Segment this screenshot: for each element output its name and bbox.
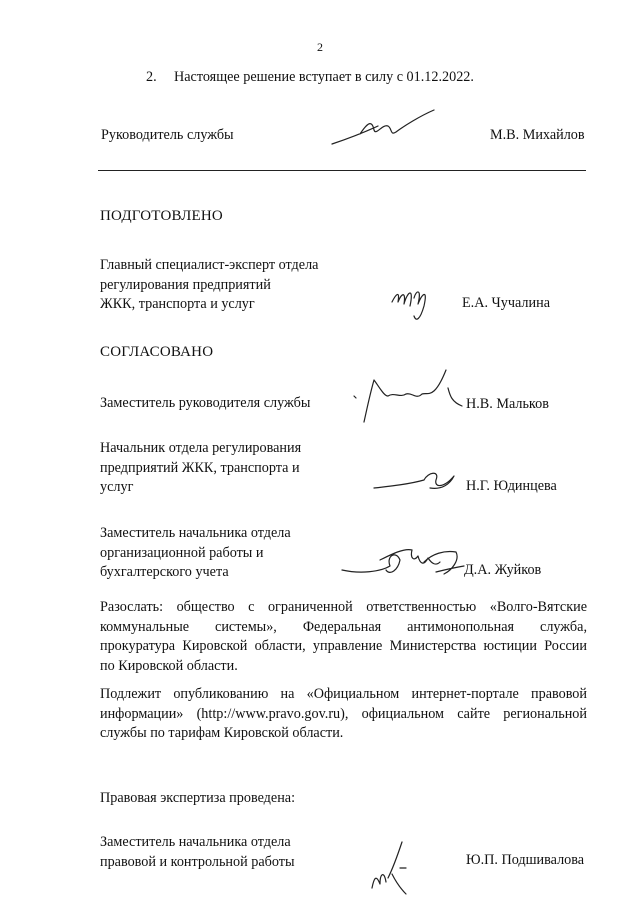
prepared-title-line: регулирования предприятий	[100, 276, 271, 293]
distribution-paragraph	[100, 598, 587, 676]
distribution-line: Разослать: общество с ограниченной ответственностью «Волго-Вятские	[100, 599, 587, 615]
clause-text: Настоящее решение вступает в силу с 01.12.2022.	[174, 69, 474, 85]
distribution-line: коммунальные системы», Федеральная антимонопольная служба,	[100, 618, 587, 635]
agreed-signature-1	[350, 366, 468, 428]
distribution-line: по Кировской области.	[100, 657, 238, 674]
agreed-title-line: бухгалтерского учета	[100, 564, 229, 580]
publication-line: Подлежит опубликованию на «Официальном интернет-портале правовой	[100, 686, 587, 702]
publication-paragraph	[100, 685, 587, 744]
separator-line	[98, 170, 586, 171]
agreed-signature-3	[340, 540, 468, 584]
agreed-name-1: Н.В. Мальков	[466, 396, 549, 412]
head-name: М.В. Михайлов	[490, 127, 585, 143]
agreed-name-3: Д.А. Жуйков	[464, 562, 542, 578]
agreed-title-line: услуг	[100, 479, 134, 495]
agreed-heading: СОГЛАСОВАНО	[100, 344, 214, 360]
legal-heading: Правовая экспертиза проведена:	[100, 790, 296, 806]
agreed-title-line: Начальник отдела регулирования	[100, 440, 302, 456]
legal-name: Ю.П. Подшивалова	[466, 852, 585, 868]
prepared-heading: ПОДГОТОВЛЕНО	[100, 208, 223, 224]
prepared-name: Е.А. Чучалина	[462, 295, 550, 311]
page-number: 2	[317, 40, 323, 54]
agreed-title-line: предприятий ЖКК, транспорта и	[100, 459, 300, 476]
agreed-title-line: Заместитель начальника отдела	[100, 525, 291, 541]
agreed-title-1	[100, 394, 310, 414]
legal-title-line: Заместитель начальника отдела	[100, 834, 291, 850]
prepared-signature	[388, 280, 438, 324]
head-title: Руководитель службы	[101, 127, 234, 143]
legal-title	[100, 833, 295, 872]
agreed-signature-2	[370, 466, 460, 496]
prepared-title-line: Главный специалист-эксперт отдела	[100, 257, 319, 273]
agreed-title-2	[100, 439, 301, 498]
clause-2	[146, 69, 474, 86]
head-signature	[330, 108, 440, 153]
agreed-title-line: организационной работы и	[100, 544, 264, 561]
legal-signature	[366, 838, 416, 898]
publication-line: службы по тарифам Кировской области.	[100, 725, 344, 741]
agreed-title-3	[100, 524, 291, 583]
clause-number: 2.	[146, 69, 157, 85]
prepared-title	[100, 256, 318, 315]
publication-line: информации» (http://www.pravo.gov.ru), официальном сайте региональной	[100, 705, 587, 722]
distribution-line: прокуратура Кировской области, управление Министерства юстиции России	[100, 638, 587, 654]
prepared-title-line: ЖКК, транспорта и услуг	[100, 296, 255, 312]
agreed-title-line: Заместитель руководителя службы	[100, 395, 311, 411]
agreed-name-2: Н.Г. Юдинцева	[466, 478, 557, 494]
legal-title-line: правовой и контрольной работы	[100, 853, 295, 870]
